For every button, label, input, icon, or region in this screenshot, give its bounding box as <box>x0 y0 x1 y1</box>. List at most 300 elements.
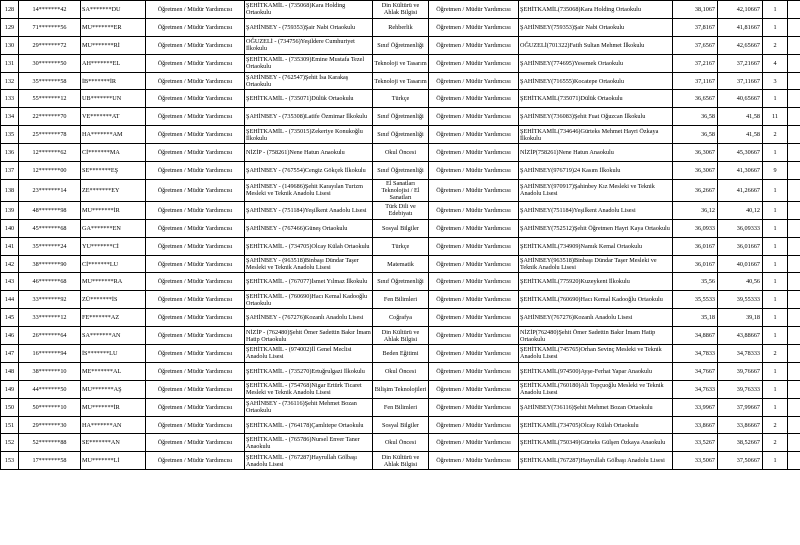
cell-tc-masked: 50*******10 <box>19 398 81 416</box>
cell-tc-masked: 38*******90 <box>19 255 81 273</box>
cell-preference-order: 1 <box>763 90 788 108</box>
cell-row-number: 148 <box>1 362 19 380</box>
cell-preference-order: 4 <box>763 54 788 72</box>
cell-assigned-school: ŞEHİTKAMİL(750349)Gürteks Gülşen Özkaya Anaokulu <box>519 434 673 452</box>
table-row <box>1 309 800 327</box>
cell-assigned-school: ŞAHİNBEY(751184)Yeşilkent Anadolu Lisesi <box>519 201 673 219</box>
table-row <box>1 108 800 126</box>
cell-assigned-title: Öğretmen / Müdür Yardımcısı <box>429 162 519 180</box>
cell-branch: Sosyal Bilgiler <box>373 219 429 237</box>
cell-row-number: 153 <box>1 452 19 470</box>
cell-total-score: 39,76667 <box>718 362 763 380</box>
cell-row-number: 131 <box>1 54 19 72</box>
cell-total-score: 40,01667 <box>718 255 763 273</box>
cell-preference-order: 9 <box>763 162 788 180</box>
cell-total-score: 36,09333 <box>718 219 763 237</box>
cell-assigned-title: Öğretmen / Müdür Yardımcısı <box>429 398 519 416</box>
cell-assigned-title: Öğretmen / Müdür Yardımcısı <box>429 1 519 19</box>
table-row <box>1 452 800 470</box>
cell-tc-masked: 46*******68 <box>19 273 81 291</box>
cell-current-title: Öğretmen / Müdür Yardımcısı <box>146 273 245 291</box>
table-row <box>1 72 800 90</box>
cell-base-score: 36,58 <box>673 126 718 144</box>
cell-current-title: Öğretmen / Müdür Yardımcısı <box>146 291 245 309</box>
cell-row-number: 132 <box>1 72 19 90</box>
cell-branch: Rehberlik <box>373 18 429 36</box>
cell-base-score: 37,6567 <box>673 36 718 54</box>
cell-base-score: 37,8167 <box>673 18 718 36</box>
cell-extra <box>788 345 800 363</box>
cell-current-school: ŞEHİTKAMİL - (764178)Çamlıtepe Ortaokulu <box>245 416 373 434</box>
cell-tc-masked: 55*******12 <box>19 90 81 108</box>
cell-total-score: 37,99667 <box>718 398 763 416</box>
table-row <box>1 162 800 180</box>
cell-total-score: 45,30667 <box>718 144 763 162</box>
cell-current-title: Öğretmen / Müdür Yardımcısı <box>146 126 245 144</box>
cell-base-score: 36,12 <box>673 201 718 219</box>
cell-base-score: 36,3067 <box>673 162 718 180</box>
table-row <box>1 126 800 144</box>
table-row <box>1 90 800 108</box>
cell-branch: Coğrafya <box>373 309 429 327</box>
table-row <box>1 327 800 345</box>
cell-preference-order: 2 <box>763 416 788 434</box>
cell-extra <box>788 1 800 19</box>
cell-tc-masked: 12*******00 <box>19 162 81 180</box>
cell-extra <box>788 90 800 108</box>
cell-current-school: ŞAHİNBEY - (149686)Şehit Karayılan Turizm Mesleki ve Teknik Anadolu Lisesi <box>245 179 373 201</box>
cell-current-school: ŞEHİTKAMİL - (735309)Emine Mustafa Tezel Ortaokulu <box>245 54 373 72</box>
cell-assigned-school: ŞEHİTKAMİL(760180)Ali Topçuoğlu Mesleki ve Teknik Anadolu Lisesi <box>519 380 673 398</box>
cell-base-score: 34,7667 <box>673 362 718 380</box>
table-row <box>1 273 800 291</box>
cell-current-school: ŞAHİNBEY - (736116)Şehit Mehmet Bozan Ortaokulu <box>245 398 373 416</box>
cell-row-number: 141 <box>1 237 19 255</box>
cell-tc-masked: 29*******30 <box>19 416 81 434</box>
cell-current-school: OĞUZELİ - (734756)Yeşildere Cumhuriyet İlkokulu <box>245 36 373 54</box>
cell-tc-masked: 45*******68 <box>19 219 81 237</box>
cell-tc-masked: 35*******24 <box>19 237 81 255</box>
cell-row-number: 136 <box>1 144 19 162</box>
cell-assigned-title: Öğretmen / Müdür Yardımcısı <box>429 291 519 309</box>
cell-base-score: 37,2167 <box>673 54 718 72</box>
cell-preference-order: 11 <box>763 108 788 126</box>
cell-tc-masked: 14*******42 <box>19 1 81 19</box>
cell-branch: Teknoloji ve Tasarım <box>373 54 429 72</box>
cell-base-score: 36,6567 <box>673 90 718 108</box>
cell-current-title: Öğretmen / Müdür Yardımcısı <box>146 162 245 180</box>
cell-base-score: 33,5267 <box>673 434 718 452</box>
cell-base-score: 34,7633 <box>673 380 718 398</box>
cell-extra <box>788 179 800 201</box>
cell-tc-masked: 12*******62 <box>19 144 81 162</box>
cell-row-number: 139 <box>1 201 19 219</box>
cell-assigned-school: ŞAHİNBEY(774695)Yesemek Ortaokulu <box>519 54 673 72</box>
table-row <box>1 1 800 19</box>
cell-preference-order: 1 <box>763 237 788 255</box>
cell-current-school: ŞEHİTKAMİL - (974002)İl Genel Meclisi Anadolu Lisesi <box>245 345 373 363</box>
cell-row-number: 146 <box>1 327 19 345</box>
cell-extra <box>788 452 800 470</box>
cell-row-number: 147 <box>1 345 19 363</box>
cell-assigned-school: ŞEHİTKAMİL(735071)Dülük Ortaokulu <box>519 90 673 108</box>
cell-current-school: ŞEHİTKAMİL - (735015)Zekeriye Konukoğlu İlkokulu <box>245 126 373 144</box>
cell-assigned-title: Öğretmen / Müdür Yardımcısı <box>429 179 519 201</box>
table-row <box>1 416 800 434</box>
cell-name-masked: Cİ*******LU <box>81 255 146 273</box>
cell-tc-masked: 33*******12 <box>19 309 81 327</box>
cell-name-masked: İB*******İR <box>81 72 146 90</box>
cell-total-score: 39,76333 <box>718 380 763 398</box>
cell-branch: Okul Öncesi <box>373 144 429 162</box>
cell-assigned-school: ŞAHİNBEY(716555)Kocatepe Ortaokulu <box>519 72 673 90</box>
cell-current-title: Öğretmen / Müdür Yardımcısı <box>146 237 245 255</box>
cell-assigned-school: OĞUZELİ(701322)Fatih Sultan Mehmet İlkokulu <box>519 36 673 54</box>
cell-assigned-school: NİZİP(758261)Nene Hatun Anaokulu <box>519 144 673 162</box>
cell-name-masked: VE*******AT <box>81 108 146 126</box>
cell-branch: Fen Bilimleri <box>373 291 429 309</box>
cell-current-title: Öğretmen / Müdür Yardımcısı <box>146 398 245 416</box>
cell-row-number: 150 <box>1 398 19 416</box>
table-row <box>1 237 800 255</box>
cell-assigned-title: Öğretmen / Müdür Yardımcısı <box>429 309 519 327</box>
cell-row-number: 149 <box>1 380 19 398</box>
cell-extra <box>788 291 800 309</box>
cell-tc-masked: 52*******88 <box>19 434 81 452</box>
cell-base-score: 36,58 <box>673 108 718 126</box>
cell-extra <box>788 380 800 398</box>
cell-extra <box>788 327 800 345</box>
cell-extra <box>788 434 800 452</box>
cell-name-masked: YU*******Cİ <box>81 237 146 255</box>
cell-extra <box>788 309 800 327</box>
cell-assigned-school: NİZİP(762480)Şehit Ömer Sadettin Bakır İmam Hatip Ortaokulu <box>519 327 673 345</box>
table-row <box>1 255 800 273</box>
cell-base-score: 37,1167 <box>673 72 718 90</box>
cell-base-score: 34,8867 <box>673 327 718 345</box>
cell-total-score: 41,58 <box>718 126 763 144</box>
cell-current-title: Öğretmen / Müdür Yardımcısı <box>146 72 245 90</box>
cell-row-number: 138 <box>1 179 19 201</box>
cell-assigned-school: ŞAHİNBEY(736083)Şehit Fuat Oğuzcan İlkokulu <box>519 108 673 126</box>
cell-tc-masked: 29*******72 <box>19 36 81 54</box>
cell-assigned-school: ŞEHİTKAMİL(974500)Ayşe-Ferhat Yapar Anaokulu <box>519 362 673 380</box>
cell-assigned-school: ŞEHİTKAMİL(760690)Hacı Kemal Kadooğlu Ortaokulu <box>519 291 673 309</box>
cell-name-masked: MU*******RA <box>81 273 146 291</box>
cell-current-school: ŞEHİTKAMİL - (767077)İsmet Yılmaz İlkokulu <box>245 273 373 291</box>
cell-assigned-title: Öğretmen / Müdür Yardımcısı <box>429 54 519 72</box>
cell-name-masked: MU*******AŞ <box>81 380 146 398</box>
cell-current-title: Öğretmen / Müdür Yardımcısı <box>146 179 245 201</box>
cell-row-number: 140 <box>1 219 19 237</box>
cell-current-school: ŞEHİTKAMİL - (760690)Hacı Kemal Kadooğlu Ortaokulu <box>245 291 373 309</box>
cell-base-score: 38,1067 <box>673 1 718 19</box>
cell-total-score: 43,88667 <box>718 327 763 345</box>
cell-current-title: Öğretmen / Müdür Yardımcısı <box>146 416 245 434</box>
cell-total-score: 41,58 <box>718 108 763 126</box>
cell-current-title: Öğretmen / Müdür Yardımcısı <box>146 434 245 452</box>
cell-base-score: 33,5067 <box>673 452 718 470</box>
cell-current-title: Öğretmen / Müdür Yardımcısı <box>146 345 245 363</box>
cell-current-school: ŞAHİNBEY - (963518)Binbaşı Dündar Taşer Mesleki ve Teknik Anadolu Lisesi <box>245 255 373 273</box>
cell-tc-masked: 26*******64 <box>19 327 81 345</box>
cell-total-score: 38,52667 <box>718 434 763 452</box>
cell-assigned-school: ŞAHİNBEY(963518)Binbaşı Dündar Taşer Mesleki ve Teknik Anadolu Lisesi <box>519 255 673 273</box>
cell-extra <box>788 162 800 180</box>
cell-preference-order: 1 <box>763 452 788 470</box>
cell-preference-order: 1 <box>763 144 788 162</box>
cell-tc-masked: 35*******58 <box>19 72 81 90</box>
cell-branch: Sosyal Bilgiler <box>373 416 429 434</box>
cell-assigned-school: ŞEHİTKAMİL(734909)Namık Kemal Ortaokulu <box>519 237 673 255</box>
cell-branch: Okul Öncesi <box>373 362 429 380</box>
cell-current-school: ŞAHİNBEY - (751184)Yeşilkent Anadolu Lisesi <box>245 201 373 219</box>
cell-current-school: ŞEHİTKAMİL - (735068)Kara Holding Ortaokulu <box>245 1 373 19</box>
cell-name-masked: ME*******AL <box>81 362 146 380</box>
cell-assigned-title: Öğretmen / Müdür Yardımcısı <box>429 273 519 291</box>
cell-row-number: 143 <box>1 273 19 291</box>
cell-total-score: 37,21667 <box>718 54 763 72</box>
cell-name-masked: HA*******AN <box>81 416 146 434</box>
cell-extra <box>788 18 800 36</box>
cell-current-title: Öğretmen / Müdür Yardımcısı <box>146 201 245 219</box>
table-row <box>1 291 800 309</box>
cell-base-score: 35,5533 <box>673 291 718 309</box>
cell-branch: Din Kültürü ve Ahlak Bilgisi <box>373 327 429 345</box>
cell-row-number: 130 <box>1 36 19 54</box>
cell-current-school: ŞEHİTKAMİL - (754768)Nigar Ertürk Ticaret Mesleki ve Teknik Anadolu Lisesi <box>245 380 373 398</box>
cell-assigned-school: ŞEHİTKAMİL(734705)Olcay Külah Ortaokulu <box>519 416 673 434</box>
cell-current-title: Öğretmen / Müdür Yardımcısı <box>146 327 245 345</box>
cell-current-school: ŞEHİTKAMİL - (767287)Hayrullah Gölbaşı Anadolu Lisesi <box>245 452 373 470</box>
cell-extra <box>788 126 800 144</box>
cell-name-masked: AH*******EL <box>81 54 146 72</box>
cell-assigned-school: ŞAHİNBEY(767276)Kozanlı Anadolu Lisesi <box>519 309 673 327</box>
cell-extra <box>788 108 800 126</box>
cell-tc-masked: 71*******56 <box>19 18 81 36</box>
cell-total-score: 40,65667 <box>718 90 763 108</box>
cell-branch: Beden Eğitimi <box>373 345 429 363</box>
cell-assigned-title: Öğretmen / Müdür Yardımcısı <box>429 380 519 398</box>
cell-assigned-title: Öğretmen / Müdür Yardımcısı <box>429 434 519 452</box>
cell-assigned-title: Öğretmen / Müdür Yardımcısı <box>429 108 519 126</box>
cell-tc-masked: 17*******58 <box>19 452 81 470</box>
cell-total-score: 39,18 <box>718 309 763 327</box>
cell-current-title: Öğretmen / Müdür Yardımcısı <box>146 255 245 273</box>
cell-current-title: Öğretmen / Müdür Yardımcısı <box>146 18 245 36</box>
cell-extra <box>788 362 800 380</box>
cell-base-score: 34,7833 <box>673 345 718 363</box>
cell-total-score: 40,56 <box>718 273 763 291</box>
cell-assigned-title: Öğretmen / Müdür Yardımcısı <box>429 72 519 90</box>
cell-branch: Bilişim Teknolojileri <box>373 380 429 398</box>
cell-row-number: 134 <box>1 108 19 126</box>
cell-current-school: ŞAHİNBEY - (735308)Latife Özmimar İlkokulu <box>245 108 373 126</box>
cell-assigned-title: Öğretmen / Müdür Yardımcısı <box>429 327 519 345</box>
cell-total-score: 36,01667 <box>718 237 763 255</box>
table-row <box>1 380 800 398</box>
cell-branch: Din Kültürü ve Ahlak Bilgisi <box>373 452 429 470</box>
cell-assigned-title: Öğretmen / Müdür Yardımcısı <box>429 18 519 36</box>
cell-assigned-title: Öğretmen / Müdür Yardımcısı <box>429 144 519 162</box>
cell-row-number: 135 <box>1 126 19 144</box>
cell-branch: Din Kültürü ve Ahlak Bilgisi <box>373 1 429 19</box>
table-body <box>1 1 800 470</box>
cell-branch: Sınıf Öğretmenliği <box>373 108 429 126</box>
cell-extra <box>788 398 800 416</box>
cell-current-title: Öğretmen / Müdür Yardımcısı <box>146 309 245 327</box>
cell-current-title: Öğretmen / Müdür Yardımcısı <box>146 54 245 72</box>
cell-assigned-title: Öğretmen / Müdür Yardımcısı <box>429 345 519 363</box>
cell-tc-masked: 48*******98 <box>19 201 81 219</box>
cell-name-masked: SE*******AN <box>81 434 146 452</box>
cell-current-school: ŞEHİTKAMİL - (735270)Ertuğrulgazi İlkokulu <box>245 362 373 380</box>
cell-current-title: Öğretmen / Müdür Yardımcısı <box>146 219 245 237</box>
cell-name-masked: MU*******Lİ <box>81 452 146 470</box>
cell-assigned-title: Öğretmen / Müdür Yardımcısı <box>429 416 519 434</box>
cell-preference-order: 2 <box>763 434 788 452</box>
cell-tc-masked: 44*******50 <box>19 380 81 398</box>
cell-preference-order: 1 <box>763 18 788 36</box>
cell-preference-order: 1 <box>763 362 788 380</box>
cell-total-score: 33,86667 <box>718 416 763 434</box>
cell-row-number: 151 <box>1 416 19 434</box>
cell-current-school: ŞAHİNBEY - (759353)Şair Nabi Ortaokulu <box>245 18 373 36</box>
cell-current-title: Öğretmen / Müdür Yardımcısı <box>146 144 245 162</box>
cell-name-masked: FE*******AZ <box>81 309 146 327</box>
cell-current-title: Öğretmen / Müdür Yardımcısı <box>146 452 245 470</box>
cell-base-score: 35,56 <box>673 273 718 291</box>
cell-assigned-title: Öğretmen / Müdür Yardımcısı <box>429 255 519 273</box>
cell-tc-masked: 25*******78 <box>19 126 81 144</box>
cell-name-masked: GA*******EN <box>81 219 146 237</box>
cell-preference-order: 1 <box>763 398 788 416</box>
cell-extra <box>788 36 800 54</box>
cell-current-school: ŞAHİNBEY - (767554)Cengiz Gökçek İlkokulu <box>245 162 373 180</box>
cell-preference-order: 3 <box>763 72 788 90</box>
cell-extra <box>788 54 800 72</box>
cell-tc-masked: 38*******10 <box>19 362 81 380</box>
cell-name-masked: Cİ*******MA <box>81 144 146 162</box>
cell-preference-order: 2 <box>763 126 788 144</box>
cell-name-masked: MU*******ER <box>81 18 146 36</box>
cell-total-score: 41,26667 <box>718 179 763 201</box>
cell-name-masked: MU*******İR <box>81 398 146 416</box>
cell-assigned-school: ŞEHİTKAMİL(775920)Kuzeykent İlkokulu <box>519 273 673 291</box>
cell-preference-order: 2 <box>763 345 788 363</box>
cell-total-score: 39,55333 <box>718 291 763 309</box>
cell-assigned-school: ŞAHİNBEY(759353)Şair Nabi Ortaokulu <box>519 18 673 36</box>
cell-base-score: 36,2667 <box>673 179 718 201</box>
cell-current-title: Öğretmen / Müdür Yardımcısı <box>146 90 245 108</box>
cell-current-title: Öğretmen / Müdür Yardımcısı <box>146 36 245 54</box>
table-row <box>1 179 800 201</box>
cell-branch: Teknoloji ve Tasarım <box>373 72 429 90</box>
cell-branch: Türk Dili ve Edebiyatı <box>373 201 429 219</box>
cell-branch: Okul Öncesi <box>373 434 429 452</box>
cell-assigned-title: Öğretmen / Müdür Yardımcısı <box>429 90 519 108</box>
cell-branch: Türkçe <box>373 90 429 108</box>
table-row <box>1 398 800 416</box>
cell-tc-masked: 16*******94 <box>19 345 81 363</box>
cell-assigned-school: ŞAHİNBEY(970917)Şahinbey Kız Mesleki ve Teknik Anadolu Lisesi <box>519 179 673 201</box>
cell-preference-order: 1 <box>763 201 788 219</box>
cell-name-masked: HA*******AM <box>81 126 146 144</box>
cell-current-school: ŞEHİTKAMİL - (765786)Nursel Enver Taner Anaokulu <box>245 434 373 452</box>
cell-extra <box>788 144 800 162</box>
cell-preference-order: 1 <box>763 309 788 327</box>
cell-preference-order: 1 <box>763 380 788 398</box>
cell-name-masked: SA*******AN <box>81 327 146 345</box>
cell-preference-order: 2 <box>763 36 788 54</box>
cell-current-title: Öğretmen / Müdür Yardımcısı <box>146 362 245 380</box>
cell-current-school: ŞEHİTKAMİL - (734705)Olcay Külah Ortaokulu <box>245 237 373 255</box>
cell-assigned-title: Öğretmen / Müdür Yardımcısı <box>429 201 519 219</box>
cell-preference-order: 1 <box>763 273 788 291</box>
cell-extra <box>788 255 800 273</box>
cell-base-score: 36,0933 <box>673 219 718 237</box>
cell-name-masked: ZE*******EY <box>81 179 146 201</box>
cell-branch: Sınıf Öğretmenliği <box>373 273 429 291</box>
cell-name-masked: UB*******UN <box>81 90 146 108</box>
cell-tc-masked: 23*******14 <box>19 179 81 201</box>
cell-row-number: 145 <box>1 309 19 327</box>
cell-current-school: ŞAHİNBEY - (762547)Şehit İsa Karakaş Ortaokulu <box>245 72 373 90</box>
cell-assigned-title: Öğretmen / Müdür Yardımcısı <box>429 452 519 470</box>
cell-total-score: 34,78333 <box>718 345 763 363</box>
cell-row-number: 142 <box>1 255 19 273</box>
cell-tc-masked: 22*******70 <box>19 108 81 126</box>
cell-assigned-title: Öğretmen / Müdür Yardımcısı <box>429 36 519 54</box>
cell-branch: Fen Bilimleri <box>373 398 429 416</box>
cell-total-score: 37,11667 <box>718 72 763 90</box>
cell-total-score: 40,12 <box>718 201 763 219</box>
cell-name-masked: MU*******İR <box>81 201 146 219</box>
cell-assigned-school: ŞEHİTKAMİL(767287)Hayrullah Gölbaşı Anadolu Lisesi <box>519 452 673 470</box>
cell-assigned-title: Öğretmen / Müdür Yardımcısı <box>429 126 519 144</box>
cell-current-title: Öğretmen / Müdür Yardımcısı <box>146 1 245 19</box>
table-row <box>1 345 800 363</box>
cell-assigned-school: ŞEHİTKAMİL(735068)Kara Holding Ortaokulu <box>519 1 673 19</box>
cell-row-number: 137 <box>1 162 19 180</box>
cell-assigned-title: Öğretmen / Müdür Yardımcısı <box>429 362 519 380</box>
table-row <box>1 219 800 237</box>
cell-branch: Sınıf Öğretmenliği <box>373 162 429 180</box>
cell-tc-masked: 30*******50 <box>19 54 81 72</box>
cell-row-number: 129 <box>1 18 19 36</box>
cell-name-masked: SE*******EŞ <box>81 162 146 180</box>
cell-total-score: 41,81667 <box>718 18 763 36</box>
cell-assigned-school: ŞEHİTKAMİL(745765)Orhan Sevinç Mesleki ve Teknik Anadolu Lisesi <box>519 345 673 363</box>
cell-row-number: 144 <box>1 291 19 309</box>
cell-extra <box>788 219 800 237</box>
cell-assigned-title: Öğretmen / Müdür Yardımcısı <box>429 237 519 255</box>
cell-base-score: 36,3067 <box>673 144 718 162</box>
cell-total-score: 42,65667 <box>718 36 763 54</box>
cell-base-score: 36,0167 <box>673 255 718 273</box>
cell-preference-order: 1 <box>763 1 788 19</box>
cell-extra <box>788 201 800 219</box>
cell-current-title: Öğretmen / Müdür Yardımcısı <box>146 108 245 126</box>
cell-current-school: ŞEHİTKAMİL - (735071)Dülük Ortaokulu <box>245 90 373 108</box>
cell-branch: Türkçe <box>373 237 429 255</box>
table-row <box>1 36 800 54</box>
cell-current-school: ŞAHİNBEY - (767466)Güneş Ortaokulu <box>245 219 373 237</box>
cell-name-masked: SA*******DU <box>81 1 146 19</box>
cell-preference-order: 1 <box>763 291 788 309</box>
cell-name-masked: ZÜ*******İS <box>81 291 146 309</box>
cell-preference-order: 1 <box>763 255 788 273</box>
